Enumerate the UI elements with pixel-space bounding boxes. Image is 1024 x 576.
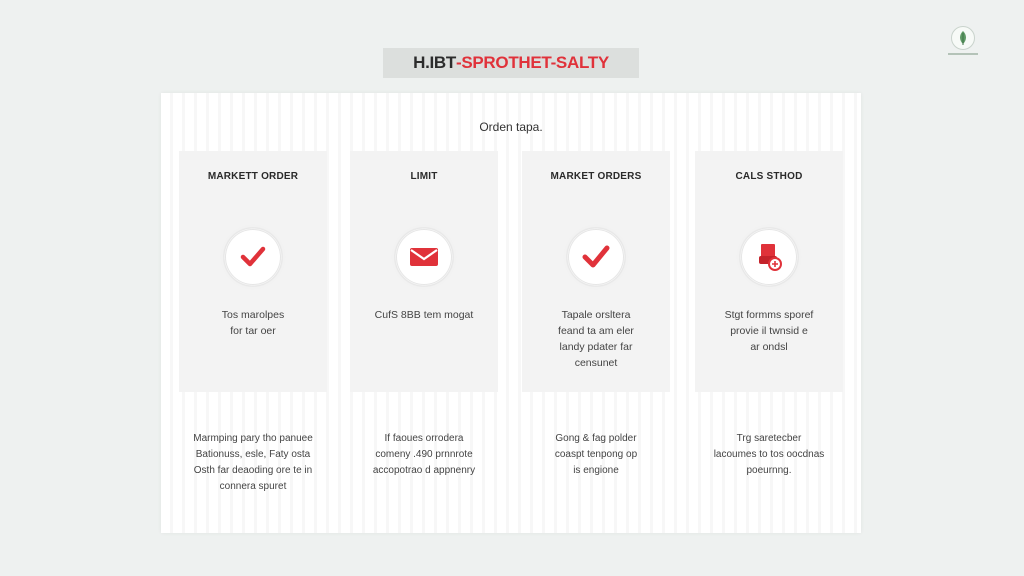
envelope-icon — [409, 246, 439, 268]
panel-heading: Orden tapa. — [479, 120, 543, 134]
order-types-panel — [161, 93, 861, 533]
brand-logo — [946, 26, 980, 60]
order-type-card-stop-order[interactable] — [695, 151, 843, 392]
stop-order-icon — [755, 242, 783, 272]
card-footnote-3: Gong & fag polder coaspt tenpong op is engione — [554, 433, 638, 476]
card-description: Tapale orsltera feand ta am eler landy pdater far censunet — [558, 309, 634, 369]
checkmark-icon — [240, 246, 266, 268]
order-type-card-market-orders[interactable] — [522, 151, 670, 392]
card-footnote-4: Trg saretecber lacoumes to tos oocdnas poeurnng. — [713, 433, 825, 476]
leaf-logo-icon — [951, 26, 975, 50]
checkmark-icon — [582, 245, 610, 269]
card-icon-badge — [566, 227, 626, 287]
page-title — [383, 48, 639, 78]
card-title: CALS STHOD — [735, 171, 803, 182]
card-description: CufS 8BB tem mogat — [374, 309, 474, 321]
card-icon-badge — [223, 227, 283, 287]
title-part-dark: H.IBT — [413, 53, 456, 72]
card-footnote-2: If faoues orrodera comeny .490 prnnrote accopotrao d appnenry — [372, 433, 476, 476]
card-icon-badge — [394, 227, 454, 287]
card-description: Tos marolpes for tar oer — [221, 309, 285, 337]
card-title: MARKETT ORDER — [207, 171, 299, 182]
logo-tagline — [948, 53, 978, 55]
order-type-card-limit[interactable] — [350, 151, 498, 392]
card-title: MARKET ORDERS — [550, 171, 642, 182]
card-title: LIMIT — [410, 171, 438, 182]
title-part-accent: -SPROTHET-SALTY — [455, 53, 609, 72]
card-footnote-1: Marmping pary tho panuee Bationuss, esle, Faty osta Osth far deaoding ore te in connera spuret — [193, 433, 313, 492]
order-type-card-market-order[interactable] — [179, 151, 327, 392]
card-icon-badge — [739, 227, 799, 287]
card-description: Stgt formms sporef provie il twnsid e ar ondsl — [724, 309, 814, 353]
